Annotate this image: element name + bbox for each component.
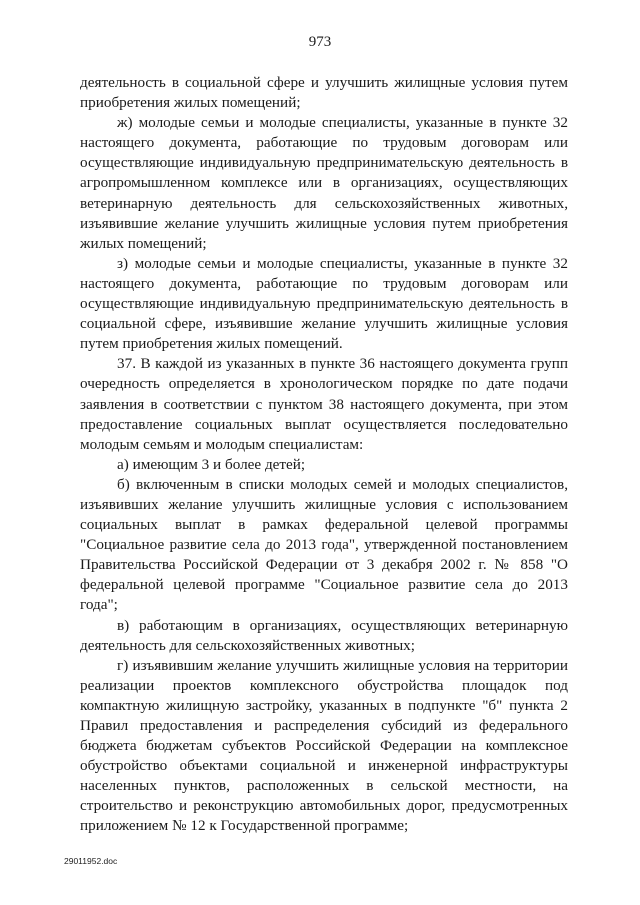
paragraph-item-zh: ж) молодые семьи и молодые специалисты, указанные в пункте 32 настоящего документа, работающие по трудовым договорам или осуществляющие индивидуальную предпринимательскую деятельность в агропромышленном комплексе или в организациях, осуществляющих ветеринарную деятельность для сельскохозяйственных животных, изъявившие желание улучшить жилищные условия путем приобретения жилых помещений; bbox=[80, 114, 568, 252]
page-number: 973 bbox=[308, 34, 332, 50]
paragraph-item-v: в) работающим в организациях, осуществляющих ветеринарную деятельность для сельскохозяйственных животных; bbox=[80, 616, 568, 654]
paragraph-item-b: б) включенным в списки молодых семей и молодых специалистов, изъявивших желание улучшить жилищные условия с использованием социальных выплат в рамках федеральной целевой программы "Социальное развитие села до 2013 года", утвержденной постановлением Правительства Российской Федерации от 3 декабря 2002 г. № 858 "О федеральной целевой программе "Социальное развитие села до 2013 года"; bbox=[80, 475, 568, 614]
paragraph-item-z: з) молодые семьи и молодые специалисты, указанные в пункте 32 настоящего документа, работающие по трудовым договорам или осуществляющие индивидуальную предпринимательскую деятельность в социальной сфере, изъявившие желание улучшить жилищные условия путем приобретения жилых помещений. bbox=[80, 254, 568, 353]
paragraph-item-a: а) имеющим 3 и более детей; bbox=[117, 455, 306, 473]
paragraph-continuation: деятельность в социальной сфере и улучшить жилищные условия путем приобретения жилых помещений; bbox=[80, 74, 568, 112]
footer-filename: 29011952.doc bbox=[64, 856, 118, 866]
document-body bbox=[80, 73, 568, 837]
paragraph-item-g: г) изъявившим желание улучшить жилищные условия на территории реализации проектов комплексного обустройства площадок под компактную жилищную застройку, указанных в подпункте "б" пункта 2 Правил предоставления и распределения субсидий из федерального бюджета бюджетам субъектов Российской Федерации на комплексное обустройство объектами социальной и инженерной инфраструктуры населенных пунктов, расположенных в сельской местности, на строительство и реконструкцию автомобильных дорог, предусмотренных приложением № 12 к Государственной программе; bbox=[80, 656, 568, 835]
paragraph-clause-37: 37. В каждой из указанных в пункте 36 настоящего документа групп очередность определяется в хронологическом порядке по дате подачи заявления в соответствии с пунктом 38 настоящего документа, при этом предоставление социальных выплат осуществляется последовательно молодым семьям и молодым специалистам: bbox=[80, 355, 568, 453]
